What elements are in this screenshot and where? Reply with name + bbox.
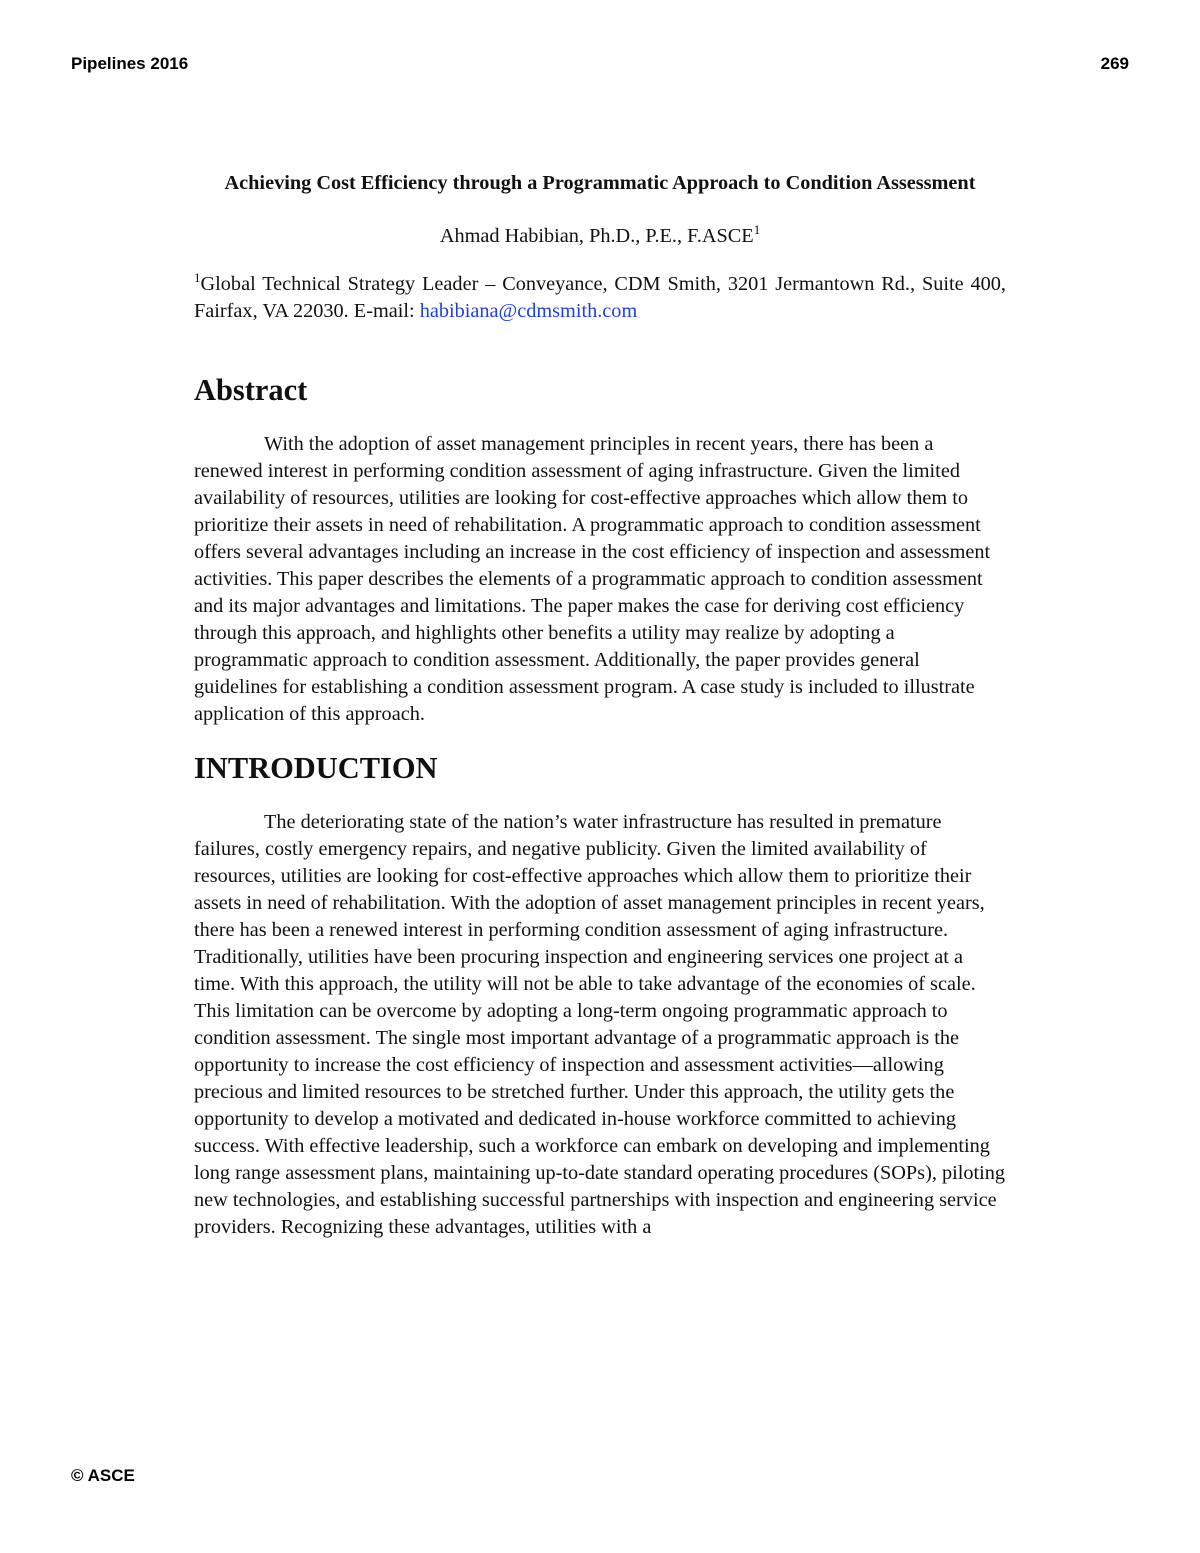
author-footnote-mark: 1	[753, 222, 761, 238]
affiliation-text: Global Technical Strategy Leader – Conveyance, CDM Smith, 3201 Jermantown Rd., Suite 400, Fairfax, VA 22030. E-mail:	[194, 273, 1006, 322]
email-link[interactable]: habibiana@cdmsmith.com	[419, 300, 638, 322]
paper-body	[194, 170, 1006, 1241]
abstract-heading: Abstract	[194, 373, 308, 407]
affiliation-mark: 1	[194, 270, 201, 286]
introduction-heading: INTRODUCTION	[194, 751, 438, 785]
abstract-paragraph: With the adoption of asset management principles in recent years, there has been a renewed interest in performing condition assessment of aging infrastructure. Given the limited availability of resources, utilities are looking for cost-effective approaches which allow them to prioritize their assets in need of rehabilitation. A programmatic approach to condition assessment offers several advantages including an increase in the cost efficiency of inspection and assessment activities. This paper describes the elements of a programmatic approach to condition assessment and its major advantages and limitations. The paper makes the case for deriving cost efficiency through this approach, and highlights other benefits a utility may realize by adopting a programmatic approach to condition assessment. Additionally, the paper provides general guidelines for establishing a condition assessment program. A case study is included to illustrate application of this approach.	[194, 433, 991, 725]
affiliation	[194, 271, 1006, 325]
page-number: 269	[1100, 54, 1129, 73]
introduction-paragraph: The deteriorating state of the nation’s water infrastructure has resulted in premature failures, costly emergency repairs, and negative publicity. Given the limited availability of resources, utilities are looking for cost-effective approaches which allow them to prioritize their assets in need of rehabilitation. With the adoption of asset management principles in recent years, there has been a renewed interest in performing condition assessment of aging infrastructure. Traditionally, utilities have been procuring inspection and engineering services one project at a time. With this approach, the utility will not be able to take advantage of the economies of scale. This limitation can be overcome by adopting a long-term ongoing programmatic approach to condition assessment. The single most important advantage of a programmatic approach is the opportunity to increase the cost efficiency of inspection and assessment activities—allowing precious and limited resources to be stretched further. Under this approach, the utility gets the opportunity to develop a motivated and dedicated in-house workforce committed to achieving success. With effective leadership, such a workforce can embark on developing and implementing long range assessment plans, maintaining up-to-date standard operating procedures (SOPs), piloting new technologies, and establishing successful partnerships with inspection and engineering service providers. Recognizing these advantages, utilities with a	[194, 811, 1006, 1238]
author-line	[194, 223, 1006, 250]
copyright-notice: © ASCE	[71, 1466, 135, 1485]
paper-title: Achieving Cost Efficiency through a Programmatic Approach to Condition Assessment	[224, 172, 976, 194]
author-name: Ahmad Habibian, Ph.D., P.E., F.ASCE	[439, 225, 754, 247]
journal-name: Pipelines 2016	[71, 54, 189, 73]
